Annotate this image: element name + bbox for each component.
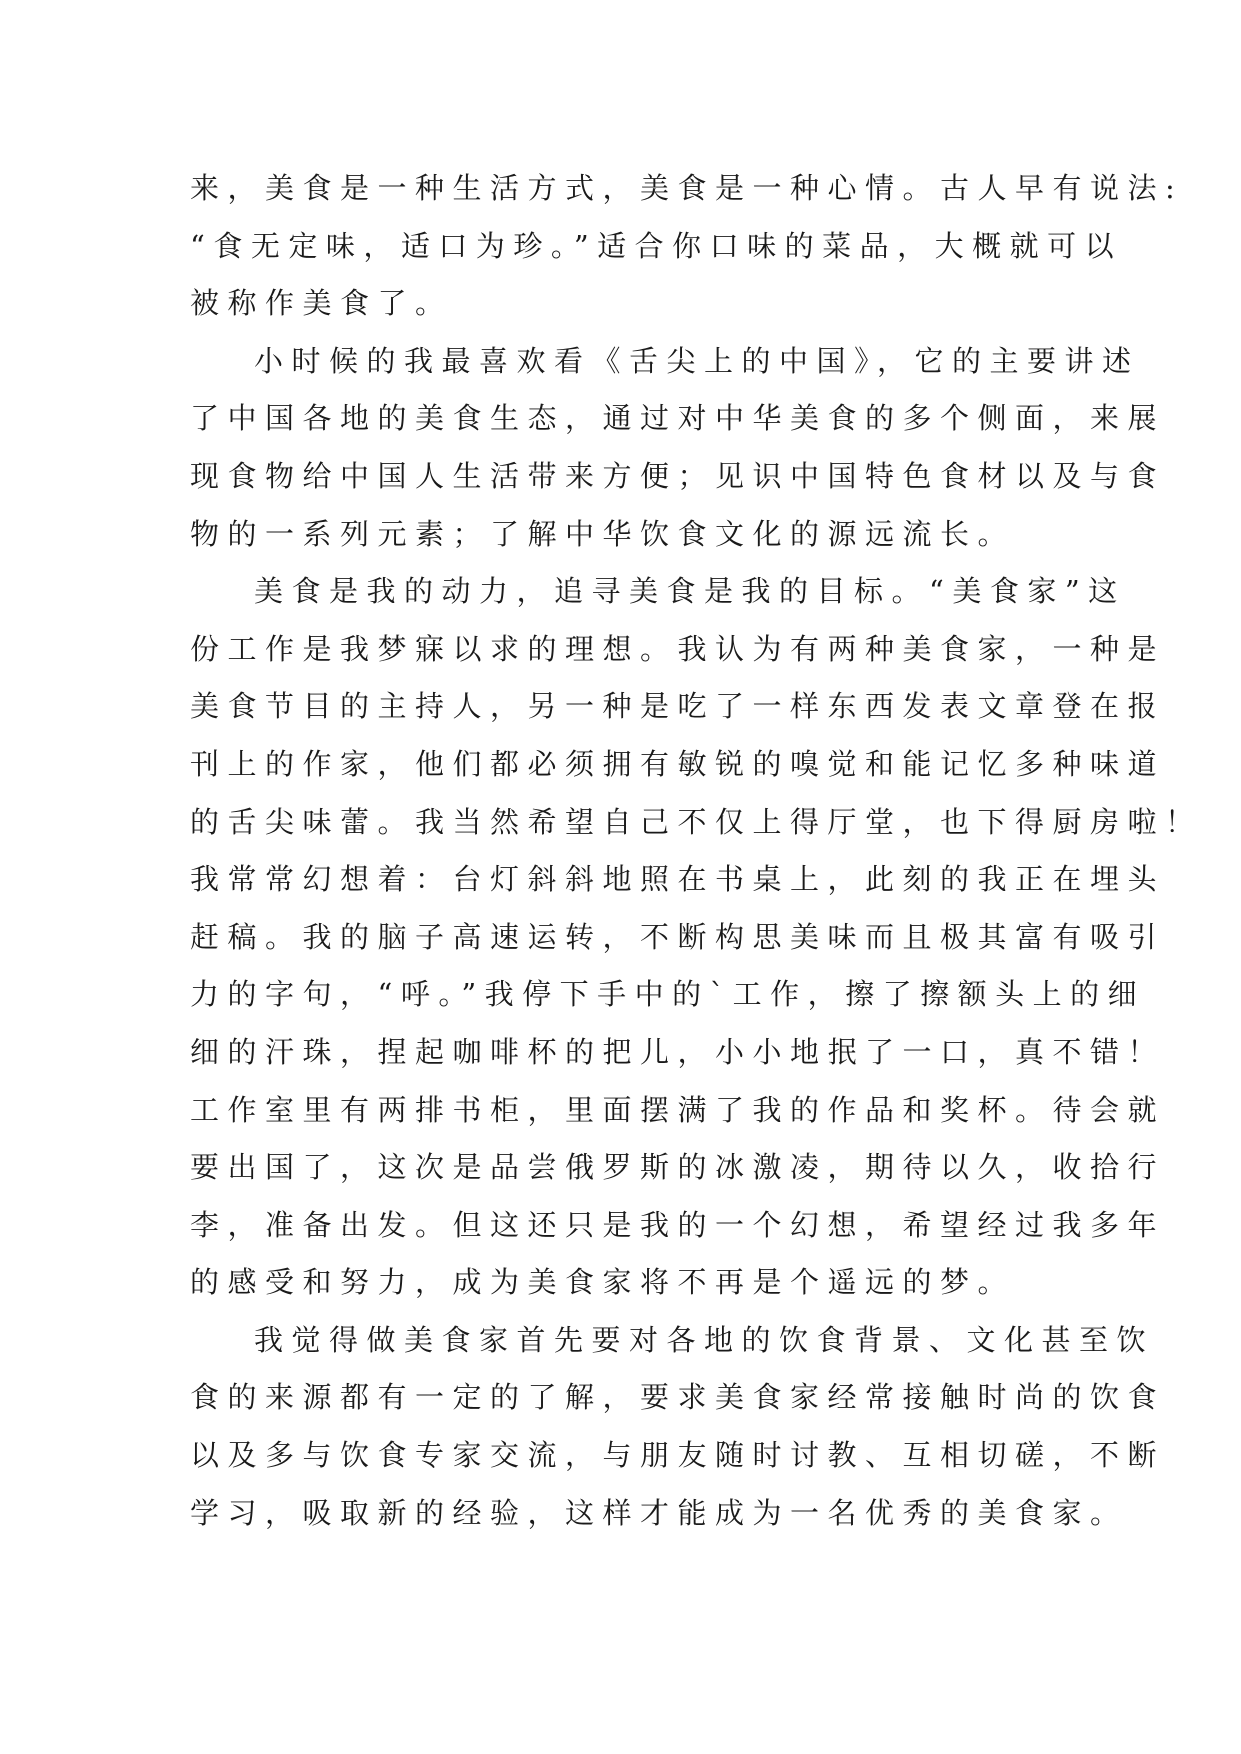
text-line: 力的字句，“呼。”我停下手中的`工作，擦了擦额头上的细 [190, 977, 1146, 1012]
text-line: “食无定味，适口为珍。”适合你口味的菜品，大概就可以 [190, 228, 1123, 263]
text-line-indented: 我觉得做美食家首先要对各地的饮食背景、文化甚至饮 [254, 1322, 1155, 1357]
text-line: 赶稿。我的脑子高速运转，不断构思美味而且极其富有吸引 [190, 919, 1166, 954]
text-line-indented: 美食是我的动力，追寻美食是我的目标。“美食家”这 [254, 574, 1126, 609]
paragraph-3 [190, 563, 1203, 1312]
text-line: 食的来源都有一定的了解，要求美食家经常接触时尚的饮食 [190, 1380, 1166, 1415]
text-line-indented: 小时候的我最喜欢看《舌尖上的中国》，它的主要讲述 [254, 343, 1140, 378]
text-line: 工作室里有两排书柜，里面摆满了我的作品和奖杯。待会就 [190, 1092, 1166, 1127]
text-line: 的感受和努力，成为美食家将不再是个遥远的梦。 [190, 1265, 1016, 1300]
text-line: 物的一系列元素；了解中华饮食文化的源远流长。 [190, 516, 1016, 551]
text-line: 被称作美食了。 [190, 286, 453, 321]
text-line: 来，美食是一种生活方式，美食是一种心情。古人早有说法: [190, 171, 1184, 205]
paragraph-1 [190, 160, 1184, 333]
text-line: 要出国了，这次是品尝俄罗斯的冰激凌，期待以久，收拾行 [190, 1150, 1166, 1185]
paragraph-2 [190, 333, 1166, 563]
text-line: 李，准备出发。但这还只是我的一个幻想，希望经过我多年 [190, 1207, 1166, 1242]
document-body [190, 160, 1203, 1542]
text-line: 了中国各地的美食生态，通过对中华美食的多个侧面，来展 [190, 401, 1166, 436]
text-line: 刊上的作家，他们都必须拥有敏锐的嗅觉和能记忆多种味道 [190, 746, 1166, 781]
text-line: 我常常幻想着：台灯斜斜地照在书桌上，此刻的我正在埋头 [190, 862, 1166, 897]
text-line: 份工作是我梦寐以求的理想。我认为有两种美食家，一种是 [190, 631, 1166, 666]
text-line: 美食节目的主持人，另一种是吃了一样东西发表文章登在报 [190, 689, 1166, 724]
text-line: 以及多与饮食专家交流，与朋友随时讨教、互相切磋，不断 [190, 1438, 1166, 1473]
paragraph-4 [190, 1312, 1166, 1542]
text-line: 学习，吸取新的经验，这样才能成为一名优秀的美食家。 [190, 1495, 1128, 1530]
text-line: 细的汗珠，捏起咖啡杯的把儿，小小地抿了一口，真不错！ [190, 1034, 1166, 1069]
text-line: 的舌尖味蕾。我当然希望自己不仅上得厅堂，也下得厨房啦！ [190, 804, 1203, 839]
text-line: 现食物给中国人生活带来方便；见识中国特色食材以及与食 [190, 458, 1166, 493]
